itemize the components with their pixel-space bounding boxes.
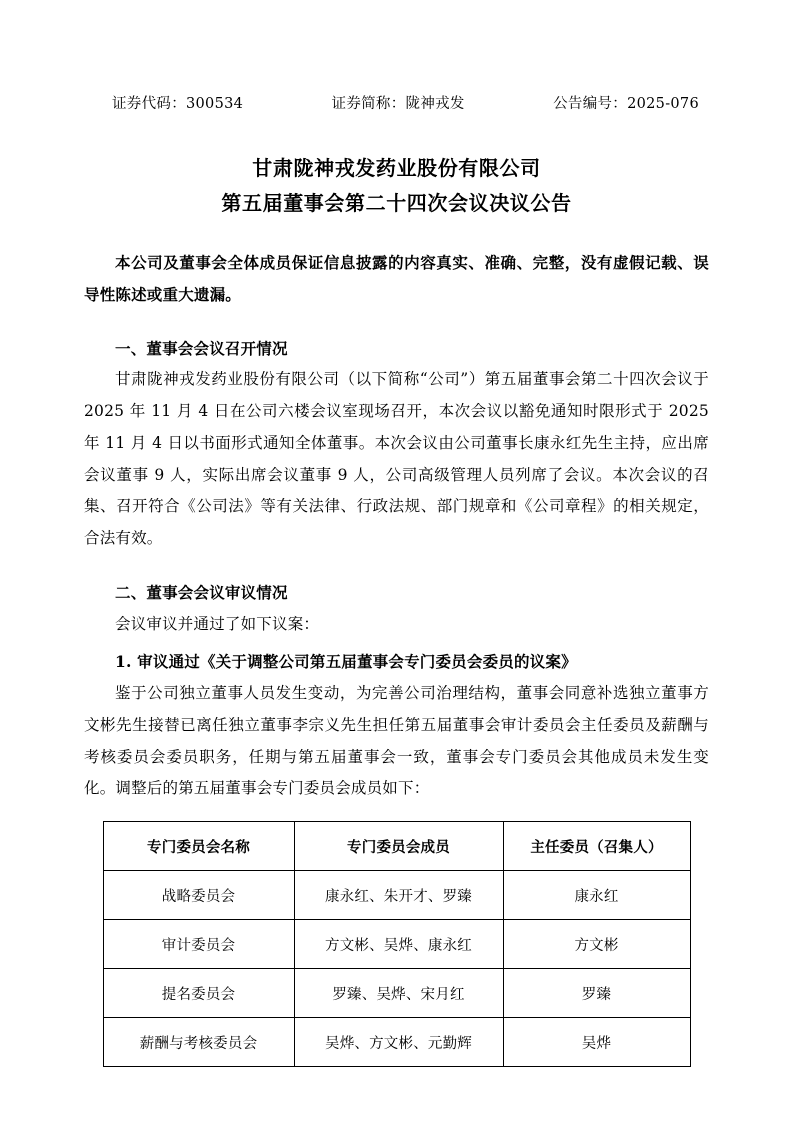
table-cell-committee-chair: 罗臻 [503, 969, 690, 1018]
table-row [103, 920, 690, 969]
section-paragraph-meeting-deliberation: 会议审议并通过了如下议案： [115, 614, 320, 633]
announcement-number: 公告编号：2025-076 [553, 96, 699, 112]
security-code: 证券代码：300534 [112, 96, 244, 112]
table-column-header-members: 专门委员会成员 [294, 822, 503, 871]
table-row [103, 871, 690, 920]
proposal-paragraph: 鉴于公司独立董事人员发生变动，为完善公司治理结构，董事会同意补选独立董事方文彬先生接替已离任独立董事李宗义先生担任第五届董事会审计委员会主任委员及薪酬与考核委员会委员职务，任期与第五届董事会一致，董事会专门委员会其他成员未发生变化。调整后的第五届董事会专门委员会成员如下： [84, 684, 709, 798]
table-cell-committee-name: 薪酬与考核委员会 [103, 1018, 294, 1067]
proposal-heading: 1. 审议通过《关于调整公司第五届董事会专门委员会委员的议案》 [115, 652, 577, 672]
committee-table [103, 821, 691, 1067]
table-column-header-chair: 主任委员（召集人） [503, 822, 690, 871]
table-cell-committee-name: 提名委员会 [103, 969, 294, 1018]
title-line-company: 甘肃陇神戎发药业股份有限公司 [252, 156, 541, 180]
section-heading-meeting-deliberation: 二、董事会会议审议情况 [115, 582, 288, 602]
table-cell-committee-members: 方文彬、吴烨、康永红 [294, 920, 503, 969]
table-cell-committee-name: 战略委员会 [103, 871, 294, 920]
table-cell-committee-name: 审计委员会 [103, 920, 294, 969]
table-row [103, 1018, 690, 1067]
table-cell-committee-chair: 吴烨 [503, 1018, 690, 1067]
section-paragraph-meeting-convening: 甘肃陇神戎发药业股份有限公司（以下简称“公司”）第五届董事会第二十四次会议于 2025 年 11 月 4 日在公司六楼会议室现场召开，本次会议以豁免通知时限形式于 2025 年 11 月 4 日以书面形式通知全体董事。本次会议由公司董事长康永红先生主持，应出席会议董事 9 人，实际出席会议董事 9 人，公司高级管理人员列席了会议。本次会议的召集、召开符合《公司法》等有关法律、行政法规、部门规章和《公司章程》的相关规定，合法有效。 [84, 370, 709, 548]
table-cell-committee-members: 罗臻、吴烨、宋月红 [294, 969, 503, 1018]
table-column-header-name: 专门委员会名称 [103, 822, 294, 871]
table-cell-committee-members: 吴烨、方文彬、元勤辉 [294, 1018, 503, 1067]
table-row [103, 969, 690, 1018]
table-cell-committee-members: 康永红、朱开才、罗臻 [294, 871, 503, 920]
page-title [84, 151, 709, 221]
security-name: 证券简称：陇神戎发 [331, 96, 465, 112]
table-cell-committee-chair: 康永红 [503, 871, 690, 920]
section-heading-meeting-convening: 一、董事会会议召开情况 [115, 338, 288, 358]
table-header-row [103, 822, 690, 871]
table-cell-committee-chair: 方文彬 [503, 920, 690, 969]
document-header [84, 92, 709, 113]
title-line-subject: 第五届董事会第二十四次会议决议公告 [221, 191, 572, 215]
disclosure-statement: 本公司及董事会全体成员保证信息披露的内容真实、准确、完整，没有虚假记载、误导性陈述或重大遗漏。 [84, 253, 709, 304]
